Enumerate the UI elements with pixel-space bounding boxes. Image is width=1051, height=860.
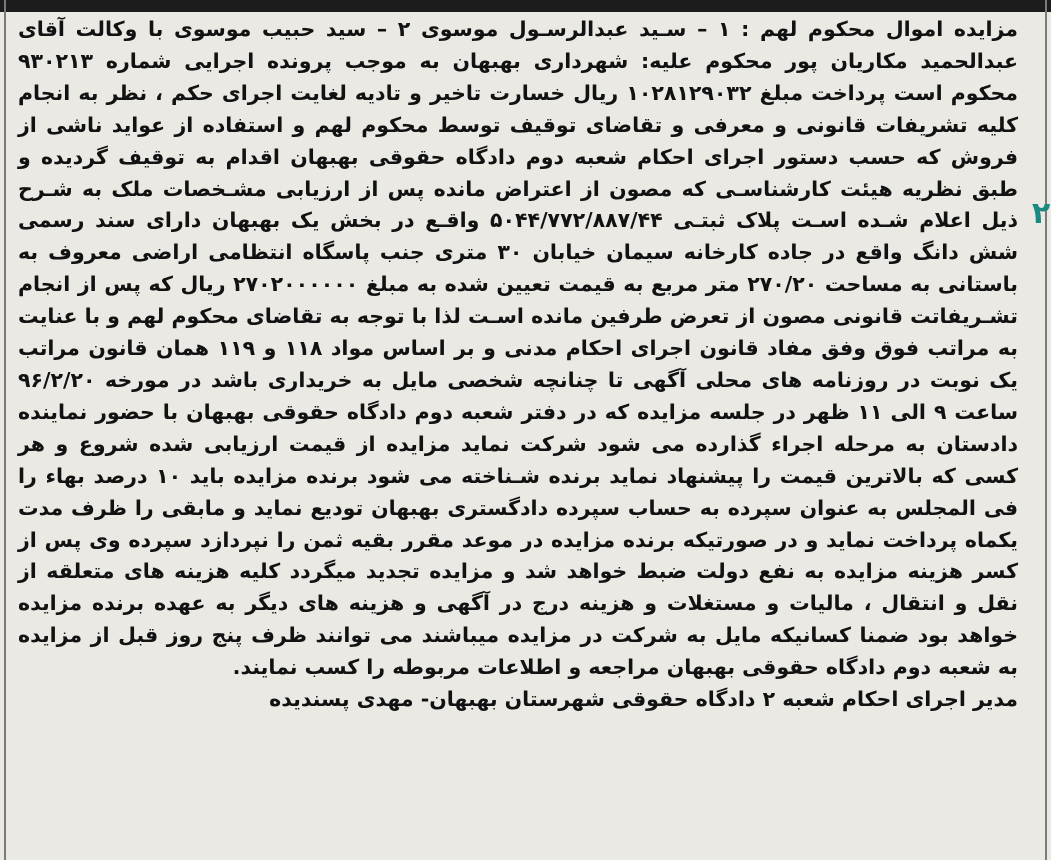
left-border [4, 0, 6, 860]
notice-body: مزایده اموال محکوم لهم : ۱ – سـید عبدالرسـول موسوی ۲ – سید حبیب موسوی با وکالت آقای عبدالحمید مکاریان پور محکوم علیه: شهرداری بهبهان به موجب پرونده اجرایی شماره ۹۳۰۲۱۳ محکوم است پرداخت مبلغ ۱۰۲۸۱۲۹۰۳۲ ریال خسارت تاخیر و تادیه لغایت اجرای حکم ، نظر به انجام کلیه تشریفات قانونی و معرفی و تقاضای توقیف توسط محکوم لهم و استفاده از عواید ناشی از فروش که حسب دستور اجرای احکام شعبه دوم دادگاه حقوقی بهبهان اقدام به توقیف گردیده و طبق نظریه هیئت کارشناسـی که مصون از اعتراض مانده پس از ارزیابی مشـخصات ملک به شـرح ذیل اعلام شـده اسـت پلاک ثبتـی ۵۰۴۴/۷۷۲/۸۸۷/۴۴ واقـع در بخش یک بهبهان دارای سند رسمی شش دانگ واقع در جاده کارخانه سیمان خیابان ۳۰ متری جنب پاسگاه انتظامی اراضی معروف به باستانی به مساحت ۲۷۰/۲۰ متر مربع به قیمت تعیین شده به مبلغ ۲۷۰۲۰۰۰۰۰۰ ریال که پس از انجام تشـریفاتت قانونی مصون از تعرض طرفین مانده اسـت لذا با توجه به تقاضای محکوم لهم و با عنایت به مراتب فوق وفق مفاد قانون اجرای احکام مدنی و بر اساس مواد ۱۱۸ و ۱۱۹ همان قانون مراتب یک نوبت در روزنامه های محلی آگهی تا چنانچه شخصی مایل به خریداری باشد در مورخه ۹۶/۲/۲۰ ساعت ۹ الی ۱۱ ظهر در جلسه مزایده که در دفتر شعبه دوم دادگاه حقوقی بهبهان با حضور نماینده دادستان به مرحله اجراء گذارده می شود شرکت نماید مزایده از قیمت ارزیابی شده شروع و هر کسی که بالاترین قیمت را پیشنهاد نماید برنده شـناخته می شود برنده مزایده باید ۱۰ درصد بهاء را فی المجلس به عنوان سپرده به حساب سپرده دادگستری بهبهان تودیع نماید و مابقی را ظرف مدت یکماه پرداخت نماید و در صورتیکه برنده مزایده در موعد مقرر بقیه ثمن را نپردازد سپرده وی پس از کسر هزینه مزایده به نفع دولت ضبط خواهد شد و مزایده تجدید میگردد کلیه هزینه های متعلقه از نقل و انتقال ، مالیات و مستغلات و هزینه درج در آگهی و هزینه های دیگر به عهده برنده مزایده خواهد بود ضمنا کسانیکه مایل به شرکت در مزایده میباشند می توانند ظرف پنج روز قبل از مزایده به شعبه دوم دادگاه حقوقی بهبهان مراجعه و اطلاعات مربوطه را کسب نمایند. [18, 17, 1018, 680]
right-border [1045, 0, 1047, 860]
auction-notice-text [18, 14, 1018, 716]
notice-signature: مدیر اجرای احکام شعبه ۲ دادگاه حقوقی شهرستان بهبهان- مهدی پسندیده [269, 687, 1018, 712]
top-rule [0, 0, 1051, 12]
item-number: ۲ [1031, 196, 1051, 231]
